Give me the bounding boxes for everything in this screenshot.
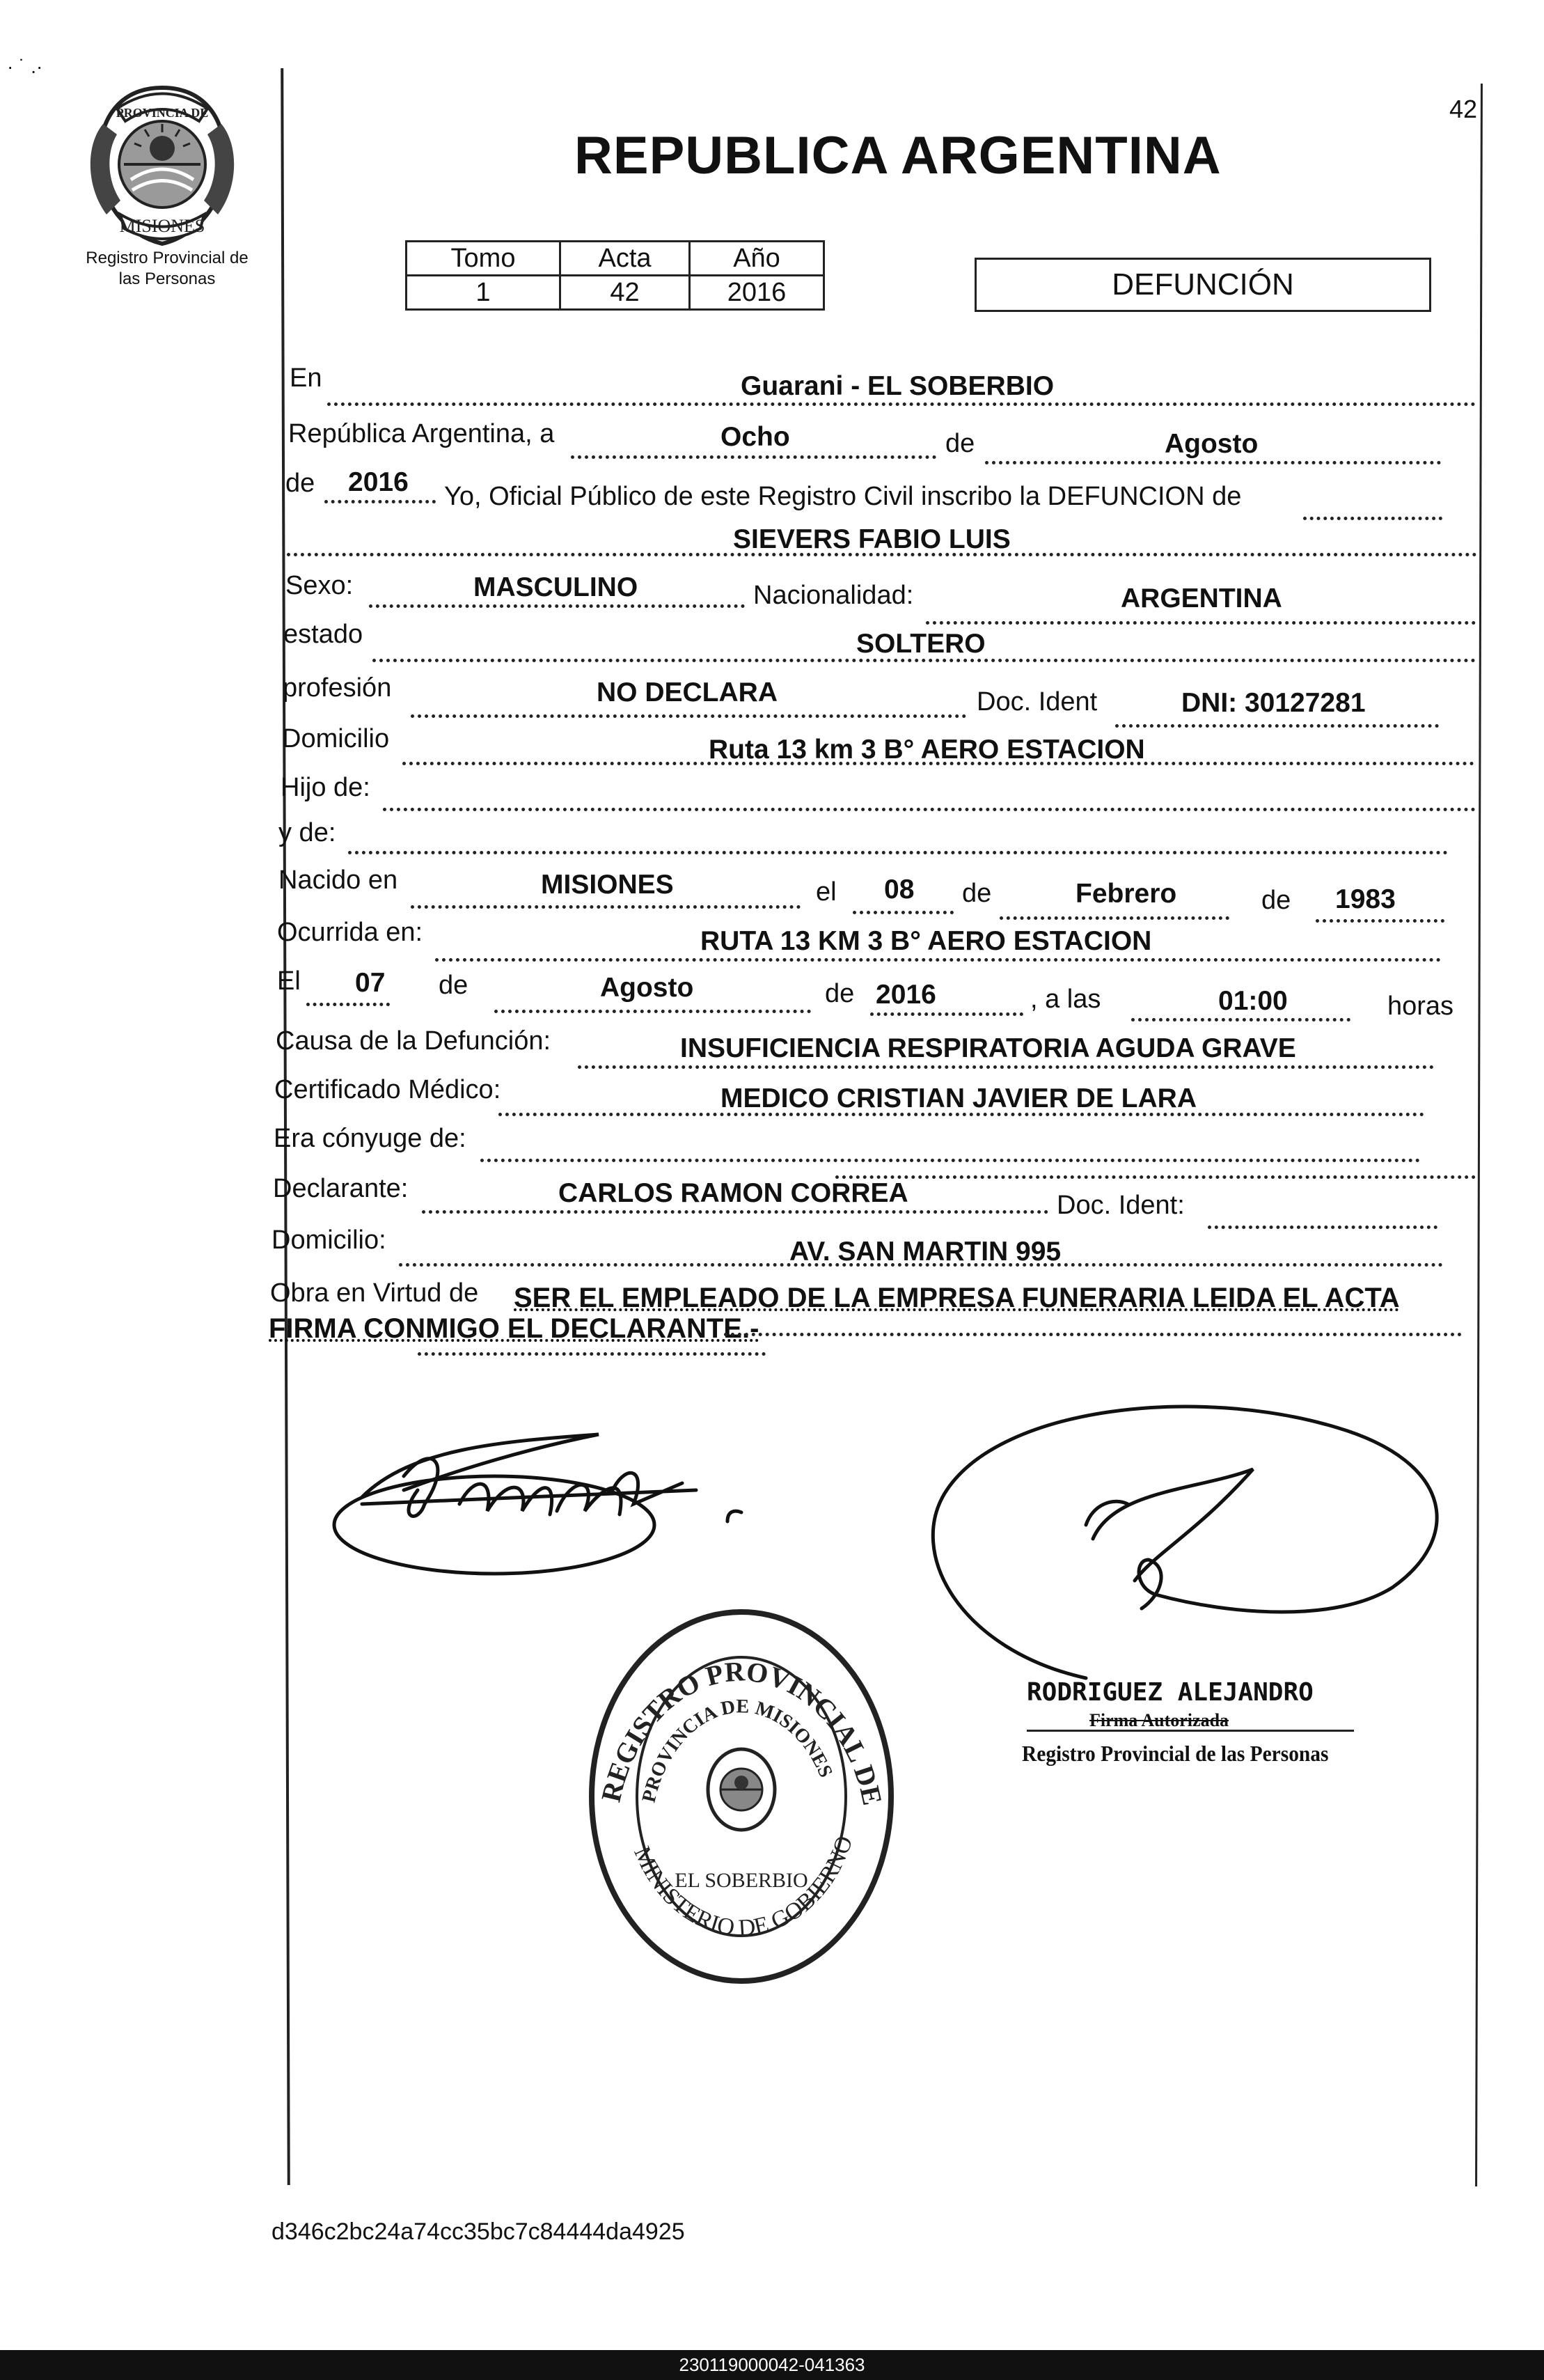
value-tomo: 1 bbox=[407, 276, 560, 310]
def-el-label: El bbox=[277, 966, 301, 996]
def-hora-value: 01:00 bbox=[1218, 986, 1288, 1016]
def-dia-value: 07 bbox=[355, 968, 386, 998]
obra-dots-2 bbox=[418, 1352, 766, 1356]
declarante-line-end bbox=[835, 1175, 1476, 1179]
footer-id-bar: 230119000042-041363 bbox=[0, 2350, 1544, 2380]
nac-dia-value: 08 bbox=[884, 875, 915, 905]
page-number: 42 bbox=[1449, 95, 1478, 123]
registry-table-header-row bbox=[407, 242, 824, 276]
alas-label: , a las bbox=[1030, 985, 1101, 1014]
def-anio-value: 2016 bbox=[876, 980, 936, 1010]
def-de2-label: de bbox=[825, 979, 855, 1008]
docident-label: Doc. Ident bbox=[977, 687, 1098, 717]
registry-caption-line-1: Registro Provincial de bbox=[86, 249, 249, 267]
nacido-value: MISIONES bbox=[541, 870, 674, 900]
obra-dots bbox=[724, 1333, 1462, 1336]
decl-docident-dots bbox=[1208, 1226, 1437, 1229]
decl-domicilio-label: Domicilio: bbox=[271, 1226, 386, 1255]
registry-table-value-row bbox=[407, 276, 824, 310]
dia-value: Ocho bbox=[720, 422, 790, 452]
officer-signature bbox=[905, 1386, 1476, 1706]
nac-mes-dots bbox=[1000, 916, 1229, 920]
svg-text:MISIONES: MISIONES bbox=[119, 216, 205, 236]
declarante-label: Declarante: bbox=[273, 1174, 409, 1203]
inscribo-dots bbox=[1303, 517, 1442, 520]
nacido-dots bbox=[411, 905, 801, 909]
dia-dots bbox=[571, 455, 936, 459]
page-title: REPUBLICA ARGENTINA bbox=[574, 126, 1222, 185]
registry-seal bbox=[578, 1595, 905, 1984]
document-hash: d346c2bc24a74cc35bc7c84444da4925 bbox=[271, 2218, 685, 2245]
nac-de1-label: de bbox=[962, 879, 992, 908]
nac-dia-dots bbox=[853, 911, 954, 914]
estado-value: SOLTERO bbox=[856, 629, 986, 659]
certificado-label: Certificado Médico: bbox=[274, 1075, 501, 1104]
yde-label: y de: bbox=[278, 818, 336, 847]
certificado-value: MEDICO CRISTIAN JAVIER DE LARA bbox=[720, 1083, 1197, 1113]
causa-dots bbox=[578, 1065, 1434, 1069]
anio-dots bbox=[324, 500, 436, 503]
nacionalidad-label: Nacionalidad: bbox=[753, 581, 914, 610]
registry-table bbox=[405, 240, 825, 311]
declarante-value: CARLOS RAMON CORREA bbox=[558, 1178, 908, 1208]
officer-underline bbox=[1027, 1730, 1354, 1732]
causa-label: Causa de la Defunción: bbox=[276, 1026, 551, 1056]
domicilio-value: Ruta 13 km 3 B° AERO ESTACION bbox=[709, 735, 1145, 765]
en-dots bbox=[327, 402, 1476, 406]
obra-label: Obra en Virtud de bbox=[270, 1278, 479, 1308]
nac-mes-value: Febrero bbox=[1076, 879, 1177, 909]
right-margin-line bbox=[1475, 84, 1483, 2186]
nacido-label: Nacido en bbox=[278, 866, 398, 895]
officer-name: RODRIGUEZ ALEJANDRO bbox=[1027, 1678, 1314, 1707]
value-anio: 2016 bbox=[690, 276, 824, 310]
def-anio-dots bbox=[870, 1012, 1023, 1016]
def-hora-dots bbox=[1131, 1018, 1350, 1021]
de2-label: de bbox=[285, 469, 315, 498]
obra-value-1: SER EL EMPLEADO DE LA EMPRESA FUNERARIA LEIDA EL ACTA bbox=[514, 1283, 1400, 1313]
svg-text:MINISTERIO DE GOBIERNO: MINISTERIO DE GOBIERNO bbox=[629, 1833, 858, 1941]
svg-text:PROVINCIA DE MISIONES: PROVINCIA DE MISIONES bbox=[638, 1696, 837, 1805]
document-type-box: DEFUNCIÓN bbox=[975, 258, 1431, 312]
nac-de2-label: de bbox=[1261, 886, 1291, 915]
republica-label: República Argentina, a bbox=[288, 419, 555, 448]
header-acta: Acta bbox=[560, 242, 690, 276]
value-acta: 42 bbox=[560, 276, 690, 310]
sexo-label: Sexo: bbox=[285, 571, 354, 600]
conyuge-label: Era cónyuge de: bbox=[274, 1124, 466, 1153]
ocurrida-value: RUTA 13 KM 3 B° AERO ESTACION bbox=[700, 926, 1152, 956]
province-logo bbox=[82, 82, 242, 249]
nacionalidad-dots bbox=[926, 621, 1476, 625]
ocurrida-label: Ocurrida en: bbox=[277, 918, 423, 947]
mes-dots bbox=[985, 461, 1441, 464]
profesion-value: NO DECLARA bbox=[597, 678, 778, 707]
decl-docident-label: Doc. Ident: bbox=[1057, 1191, 1185, 1220]
ocurrida-dots bbox=[435, 958, 1441, 962]
def-dia-dots bbox=[306, 1003, 390, 1006]
hijo-label: Hijo de: bbox=[281, 773, 370, 802]
def-mes-value: Agosto bbox=[600, 973, 694, 1003]
svg-text:PROVINCIA DE: PROVINCIA DE bbox=[116, 106, 209, 120]
scan-specks: · ˙ .· bbox=[7, 56, 43, 77]
profesion-dots bbox=[411, 714, 966, 718]
sexo-value: MASCULINO bbox=[473, 572, 638, 602]
registry-caption-line-2: las Personas bbox=[118, 269, 216, 288]
officer-role: Firma Autorizada bbox=[1089, 1710, 1229, 1730]
docident-value: DNI: 30127281 bbox=[1181, 688, 1366, 718]
mes-value: Agosto bbox=[1165, 429, 1259, 459]
nac-el-label: el bbox=[816, 877, 837, 907]
docident-dots bbox=[1115, 724, 1439, 728]
nacionalidad-value: ARGENTINA bbox=[1121, 584, 1282, 613]
en-value: Guarani - EL SOBERBIO bbox=[741, 371, 1055, 401]
hijo-dots bbox=[383, 808, 1476, 811]
officer-registry: Registro Provincial de las Personas bbox=[1022, 1741, 1329, 1766]
nac-anio-value: 1983 bbox=[1335, 884, 1396, 914]
header-tomo: Tomo bbox=[407, 242, 560, 276]
anio-value: 2016 bbox=[348, 467, 409, 497]
yde-dots bbox=[348, 851, 1448, 854]
header-anio: Año bbox=[690, 242, 824, 276]
nombre-value: SIEVERS FABIO LUIS bbox=[733, 524, 1011, 554]
nac-anio-dots bbox=[1316, 919, 1444, 923]
horas-label: horas bbox=[1387, 992, 1454, 1021]
domicilio-label: Domicilio bbox=[282, 724, 390, 753]
profesion-label: profesión bbox=[283, 673, 392, 703]
svg-text:REGISTRO PROVINCIAL DE LAS PER: REGISTRO PROVINCIAL DE bbox=[594, 1655, 889, 1808]
declarante-dots bbox=[422, 1210, 1048, 1214]
obra-value-2: FIRMA CONMIGO EL DECLARANTE.- bbox=[269, 1313, 759, 1344]
declarant-signature bbox=[320, 1400, 808, 1608]
registry-caption bbox=[52, 248, 282, 290]
sexo-dots bbox=[369, 604, 745, 608]
def-de1-label: de bbox=[439, 971, 468, 1000]
estado-label: estado bbox=[283, 620, 363, 649]
decl-domicilio-value: AV. SAN MARTIN 995 bbox=[789, 1237, 1062, 1267]
de-label: de bbox=[945, 429, 975, 458]
conyuge-dots bbox=[480, 1159, 1420, 1162]
causa-value: INSUFICIENCIA RESPIRATORIA AGUDA GRAVE bbox=[680, 1033, 1296, 1063]
svg-text:EL SOBERBIO: EL SOBERBIO bbox=[675, 1869, 808, 1892]
inscribo-text: Yo, Oficial Público de este Registro Civil inscribo la DEFUNCION de bbox=[444, 482, 1242, 511]
def-mes-dots bbox=[494, 1010, 811, 1013]
en-label: En bbox=[290, 363, 322, 393]
